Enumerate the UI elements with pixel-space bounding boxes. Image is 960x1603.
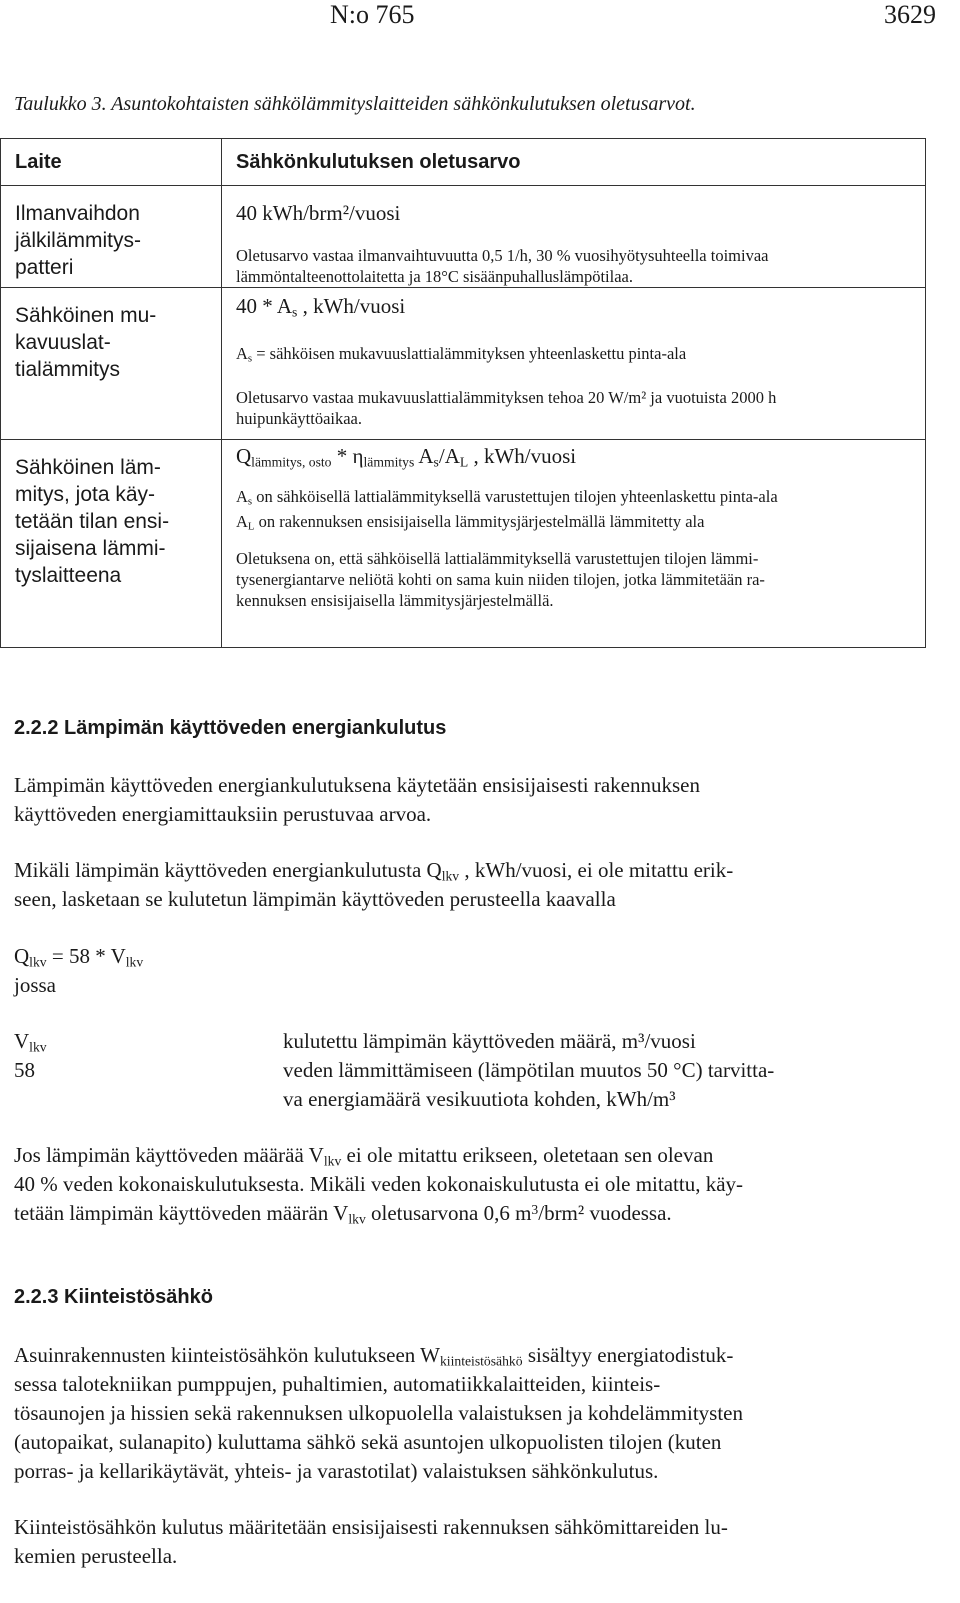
device-line: Sähköinen läm- [15, 456, 161, 479]
column-header-value: Sähkönkulutuksen oletusarvo [222, 139, 926, 186]
table-caption: Taulukko 3. Asuntokohtaisten sähkölämmityslaitteiden sähkönkulutuksen oletusarvot. [14, 93, 696, 115]
note-line: huipunkäyttöaikaa. [236, 409, 363, 428]
definition-symbol: 58 [14, 1058, 35, 1082]
symbol-definition: $A_s$ = sähköisen mukavuuslattialämmityksen yhteenlaskettu pinta-ala [236, 344, 687, 365]
value-cell [222, 440, 926, 648]
table-header-row [1, 139, 926, 186]
value-formula: $40 * A_s$ , kWh/vuosi [236, 294, 406, 320]
text-line: (autopaikat, sulanapito) kuluttama sähkö sekä asuntojen ulkopuolisten tilojen (kuten [14, 1430, 722, 1454]
text-line: 40 % veden kokonaiskulutuksesta. Mikäli veden kokonaiskulutusta ei ole mitattu, käy- [14, 1172, 744, 1196]
text-line: Mikäli lämpimän käyttöveden energiankulutusta $Q_{lkv}$ , kWh/vuosi, ei ole mitattu erik- [14, 858, 734, 884]
section-heading: 2.2.3 Kiinteistösähkö [14, 1286, 213, 1308]
device-line: tyslaitteena [15, 564, 122, 587]
text-line: Lämpimän käyttöveden energiankulutuksena käytetään ensisijaisesti rakennuksen [14, 773, 700, 797]
device-cell [1, 440, 222, 648]
text-line: porras- ja kellarikäytävät, yhteis- ja varastotilat) valaistuksen sähkönkulutus. [14, 1459, 659, 1483]
definition-text: kulutettu lämpimän käyttöveden määrä, m³/vuosi [283, 1029, 696, 1053]
paragraph [14, 771, 894, 829]
device-line: Ilmanvaihdon [15, 202, 140, 225]
equation: $Q_{lkv} = 58 * V_{lkv}$ [14, 944, 144, 970]
note-line: Oletusarvo vastaa mukavuuslattialämmityksen tehoa 20 W/m² ja vuotuista 2000 h [236, 388, 777, 407]
note-line: Oletuksena on, että sähköisellä lattialämmityksellä varustettujen tilojen lämmi- [236, 549, 759, 568]
device-line: jälkilämmitys- [15, 229, 141, 252]
paragraph [14, 1513, 894, 1571]
symbol-definition: $A_L$ on rakennuksen ensisijaisella lämmitysjärjestelmällä lämmitetty ala [236, 512, 705, 533]
text-line: tetään lämpimän käyttöveden määrän $V_{lkv}$ oletusarvona 0,6 $m^3$/brm² vuodessa. [14, 1201, 672, 1227]
text-line: seen, lasketaan se kulutetun lämpimän käyttöveden perusteella kaavalla [14, 887, 616, 911]
text-line: sessa talotekniikan pumppujen, puhaltimien, automatiikkalaitteiden, kiinteis- [14, 1372, 661, 1396]
value-note [236, 387, 925, 429]
value-note [236, 245, 925, 287]
device-cell [1, 288, 222, 440]
jossa-label: jossa [14, 973, 56, 997]
value-formula: 40 kWh/brm²/vuosi [236, 201, 401, 225]
value-formula: $Q_{lämmitys, osto} * \eta_{lämmitys}$ $A_s/A_L$ , kWh/vuosi [236, 444, 577, 470]
paragraph [14, 1341, 894, 1486]
table-row [1, 186, 926, 288]
section-heading: 2.2.2 Lämpimän käyttöveden energiankulutus [14, 717, 447, 739]
text-line: Asuinrakennusten kiinteistösähkön kulutukseen $W_{kiinteistösähkö}$ sisältyy energiatodistuk- [14, 1343, 734, 1369]
text-line: Jos lämpimän käyttöveden määrää $V_{lkv}$ ei ole mitattu erikseen, oletetaan sen olevan [14, 1143, 714, 1169]
note-line: tysenergiantarve neliötä kohti on sama kuin niiden tilojen, jotka lämmitetään ra- [236, 570, 765, 589]
symbol-definition: $A_s$ on sähköisellä lattialämmityksellä varustettujen tilojen yhteenlaskettu pinta-ala [236, 487, 778, 508]
text-line: tösaunojen ja hissien sekä rakennuksen ulkopuolella valaistuksen ja kohdelämmitysten [14, 1401, 744, 1425]
table-row [1, 440, 926, 648]
text-line: va energiamäärä vesikuutiota kohden, kWh/m³ [283, 1087, 676, 1111]
device-line: tialämmitys [15, 358, 121, 381]
table-row [1, 288, 926, 440]
paragraph [14, 1141, 894, 1228]
note-line: lämmöntalteenottolaitetta ja 18°C sisäänpuhalluslämpötilaa. [236, 267, 633, 286]
value-note [236, 548, 925, 611]
device-line: Sähköinen mu- [15, 304, 157, 327]
note-line: Oletusarvo vastaa ilmanvaihtuvuutta 0,5 1/h, 30 % vuosihyötysuhteella toimivaa [236, 246, 769, 265]
device-line: mitys, jota käy- [15, 483, 156, 506]
document-number: N:o 765 [330, 0, 415, 29]
column-header-device: Laite [1, 139, 222, 186]
definition-text [283, 1056, 903, 1114]
device-line: sijaisena lämmi- [15, 537, 166, 560]
page-number: 3629 [884, 0, 936, 29]
device-cell [1, 186, 222, 288]
paragraph [14, 856, 894, 914]
consumption-table [0, 138, 926, 648]
note-line: kennuksen ensisijaisella lämmitysjärjestelmällä. [236, 591, 554, 610]
device-line: tetään tilan ensi- [15, 510, 170, 533]
definition-symbol: $V_{lkv}$ [14, 1029, 47, 1055]
device-line: kavuuslat- [15, 331, 111, 354]
value-cell [222, 186, 926, 288]
text-line: kemien perusteella. [14, 1544, 178, 1568]
text-line: käyttöveden energiamittauksiin perustuvaa arvoa. [14, 802, 432, 826]
text-line: veden lämmittämiseen (lämpötilan muutos 50 °C) tarvitta- [283, 1058, 775, 1082]
device-line: patteri [15, 256, 74, 279]
text-line: Kiinteistösähkön kulutus määritetään ensisijaisesti rakennuksen sähkömittareiden lu- [14, 1515, 728, 1539]
value-cell [222, 288, 926, 440]
